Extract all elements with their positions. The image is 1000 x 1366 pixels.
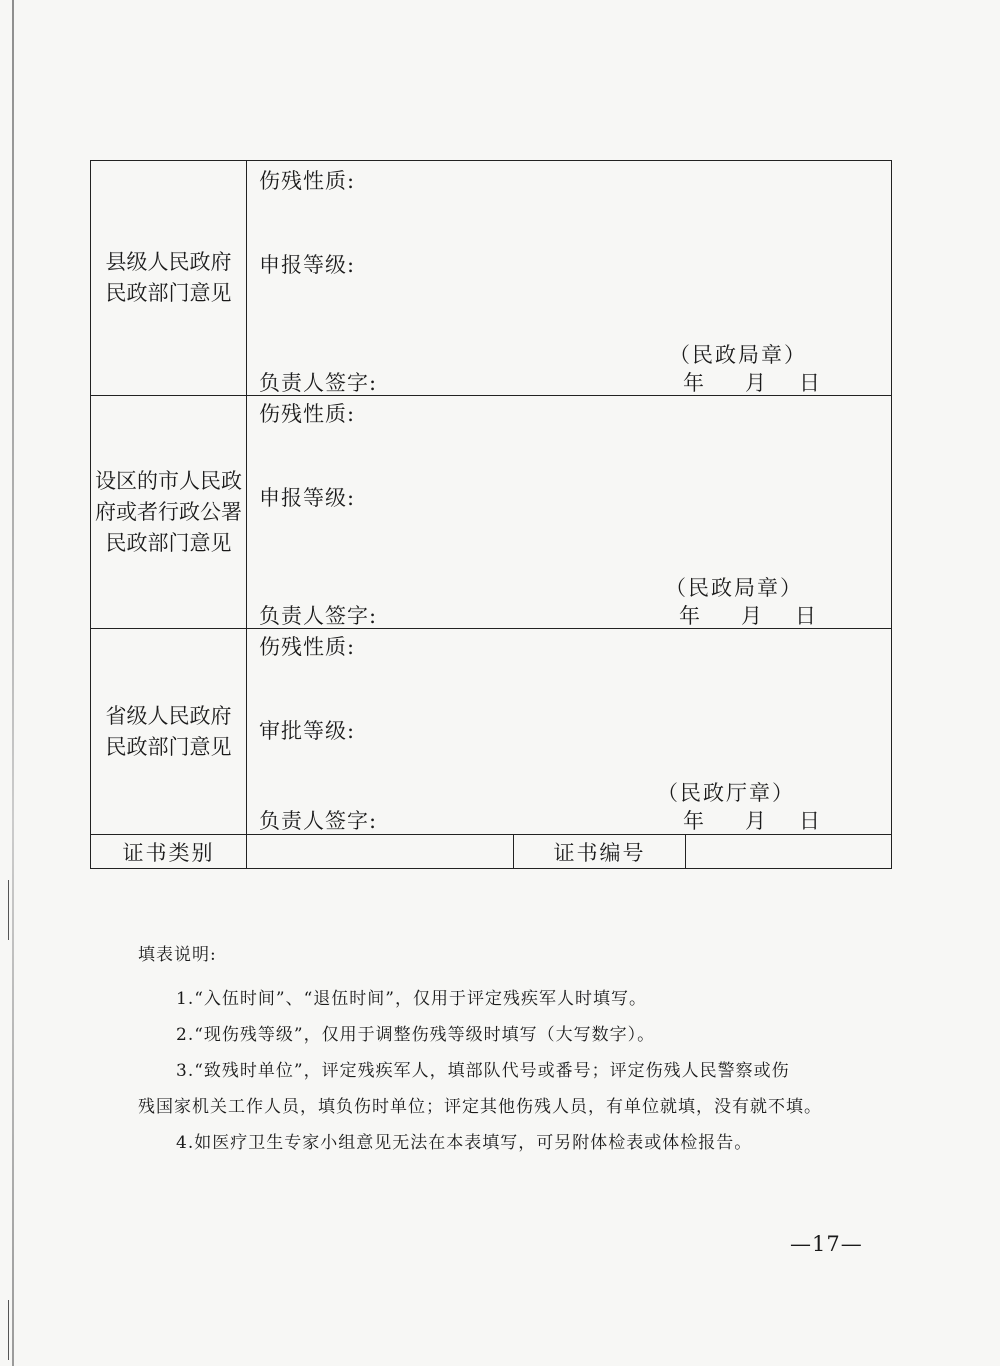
date-day: 日 — [799, 809, 820, 833]
instruction-item: 4.如医疗卫生专家小组意见无法在本表填写，可另附体检表或体检报告。 — [176, 1133, 753, 1153]
instruction-item-continued: 残国家机关工作人员，填负伤时单位；评定其他伤残人员，有单位就填，没有就不填。 — [138, 1097, 822, 1117]
instructions-title: 填表说明: — [138, 945, 217, 965]
instruction-item: 1.“入伍时间”、“退伍时间”，仅用于评定残疾军人时填写。 — [176, 989, 647, 1009]
instruction-item: 2.“现伤残等级”，仅用于调整伤残等级时填写（大写数字）。 — [176, 1025, 656, 1045]
disability-nature-field: 伤残性质: — [259, 169, 356, 193]
county-opinion-body — [247, 161, 891, 395]
scan-edge-line — [12, 0, 14, 1366]
declared-grade-field: 申报等级: — [259, 486, 356, 510]
opinion-form-table — [90, 160, 892, 869]
declared-grade-field: 申报等级: — [259, 253, 356, 277]
date-day: 日 — [799, 371, 820, 395]
date-month: 月 — [745, 371, 766, 395]
disability-nature-field: 伤残性质: — [259, 402, 356, 426]
date-year: 年 — [683, 809, 704, 833]
certificate-number-label: 证书编号 — [514, 835, 686, 868]
city-opinion-label: 设区的市人民政 府或者行政公署 民政部门意见 — [91, 396, 247, 628]
scan-edge-mark — [8, 880, 9, 940]
certificate-row — [91, 835, 891, 868]
date-day: 日 — [795, 604, 816, 628]
instruction-item: 3.“致残时单位”，评定残疾军人，填部队代号或番号；评定伤残人民警察或伤 — [176, 1061, 790, 1081]
city-opinion-body — [247, 396, 891, 628]
city-opinion-section — [91, 396, 891, 629]
approved-grade-field: 审批等级: — [259, 719, 356, 743]
responsible-person-signature: 负责人签字: — [259, 371, 378, 395]
province-opinion-body — [247, 629, 891, 834]
page-number: —17— — [790, 1232, 863, 1256]
disability-nature-field: 伤残性质: — [259, 635, 356, 659]
date-month: 月 — [745, 809, 766, 833]
county-opinion-label: 县级人民政府 民政部门意见 — [91, 161, 247, 395]
civil-affairs-department-seal: （民政厅章） — [657, 781, 795, 805]
certificate-number-field[interactable] — [686, 835, 891, 868]
signature-date — [679, 600, 816, 630]
civil-affairs-bureau-seal: （民政局章） — [665, 576, 803, 600]
scan-edge-mark — [8, 1300, 9, 1360]
county-opinion-section — [91, 161, 891, 396]
signature-date — [683, 367, 820, 397]
date-month: 月 — [741, 604, 762, 628]
certificate-type-label: 证书类别 — [91, 835, 247, 868]
responsible-person-signature: 负责人签字: — [259, 604, 378, 628]
certificate-type-field[interactable] — [247, 835, 514, 868]
signature-date — [683, 805, 820, 835]
date-year: 年 — [679, 604, 700, 628]
responsible-person-signature: 负责人签字: — [259, 809, 378, 833]
date-year: 年 — [683, 371, 704, 395]
province-opinion-label: 省级人民政府 民政部门意见 — [91, 629, 247, 834]
province-opinion-section — [91, 629, 891, 835]
civil-affairs-bureau-seal: （民政局章） — [669, 343, 807, 367]
